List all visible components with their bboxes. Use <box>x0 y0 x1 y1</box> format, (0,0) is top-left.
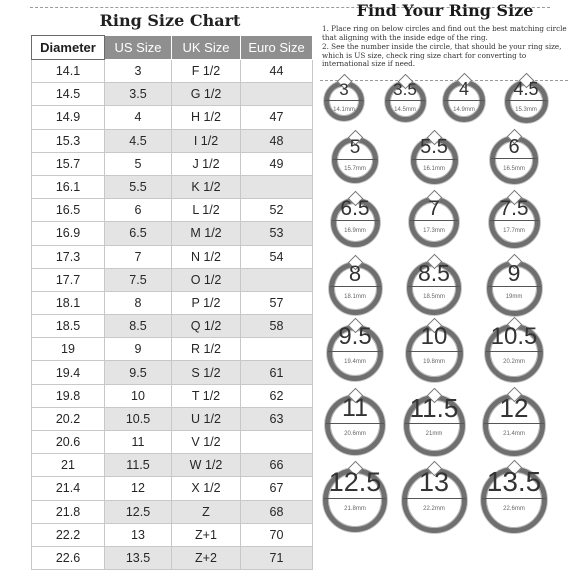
ring-size-label: 11 <box>342 394 368 423</box>
us-size-cell: 11.5 <box>105 454 172 477</box>
table-row <box>32 291 313 314</box>
ring-diameter-label: 21.8mm <box>344 506 366 513</box>
ring-size-circle <box>481 467 547 533</box>
uk-size-cell: U 1/2 <box>172 407 241 430</box>
ring-diameter-label: 21.4mm <box>503 431 525 438</box>
uk-size-cell: X 1/2 <box>172 477 241 500</box>
euro-size-cell: 70 <box>241 523 313 546</box>
diameter-line <box>444 100 484 101</box>
ring-size-circle <box>402 468 467 533</box>
find-your-ring-size-title: Find Your Ring Size <box>356 1 534 20</box>
ring-size-circle <box>404 395 465 456</box>
ring-diameter-label: 17.7mm <box>503 228 525 235</box>
diameter-line <box>405 423 464 424</box>
table-row <box>32 175 313 198</box>
diameter-line <box>488 286 541 287</box>
diameter-line <box>332 220 379 221</box>
us-size-cell: 5.5 <box>105 175 172 198</box>
table-row <box>32 60 313 83</box>
ring-size-circle <box>325 395 385 455</box>
ring-diameter-label: 19.4mm <box>344 359 366 366</box>
ring-size-table <box>31 35 313 570</box>
us-size-cell: 7.5 <box>105 268 172 291</box>
ring-size-label: 8.5 <box>418 259 450 286</box>
diameter-cell: 19.4 <box>32 361 105 384</box>
ring-size-circle <box>385 81 426 122</box>
euro-size-cell: 62 <box>241 384 313 407</box>
us-size-cell: 12.5 <box>105 500 172 523</box>
ring-size-circle <box>331 198 380 247</box>
diameter-line <box>328 351 382 352</box>
ring-size-label: 3 <box>339 80 349 100</box>
header-diameter: Diameter <box>32 36 105 60</box>
ring-size-label: 5 <box>349 137 361 159</box>
header-euro-size: Euro Size <box>241 36 313 60</box>
euro-size-cell: 44 <box>241 60 313 83</box>
ring-size-circle <box>487 261 542 316</box>
table-row <box>32 407 313 430</box>
ring-size-label: 5.5 <box>420 136 448 158</box>
us-size-cell: 9.5 <box>105 361 172 384</box>
diameter-cell: 15.7 <box>32 152 105 175</box>
table-header-row <box>32 36 313 60</box>
diameter-cell: 14.9 <box>32 106 105 129</box>
ring-size-label: 6.5 <box>340 196 370 220</box>
ring-size-circle <box>489 197 540 248</box>
euro-size-cell: 61 <box>241 361 313 384</box>
diameter-line <box>412 159 457 160</box>
diameter-line <box>506 100 547 101</box>
uk-size-cell: L 1/2 <box>172 199 241 222</box>
table-row <box>32 546 313 569</box>
us-size-cell: 10 <box>105 384 172 407</box>
diameter-cell: 16.9 <box>32 222 105 245</box>
ring-diameter-label: 19.8mm <box>423 359 445 366</box>
euro-size-cell <box>241 431 313 454</box>
euro-size-cell: 49 <box>241 152 313 175</box>
diameter-cell: 21 <box>32 454 105 477</box>
ring-size-chart-title: Ring Size Chart <box>99 11 241 30</box>
table-row <box>32 477 313 500</box>
us-size-cell: 9 <box>105 338 172 361</box>
us-size-cell: 3.5 <box>105 83 172 106</box>
table-row <box>32 315 313 338</box>
uk-size-cell: M 1/2 <box>172 222 241 245</box>
ring-size-label: 6 <box>508 136 520 158</box>
ring-size-label: 3.5 <box>393 80 417 100</box>
header-us-size: US Size <box>105 36 172 60</box>
uk-size-cell: F 1/2 <box>172 60 241 83</box>
diameter-cell: 14.5 <box>32 83 105 106</box>
diameter-line <box>325 100 363 101</box>
euro-size-cell: 68 <box>241 500 313 523</box>
ring-diameter-label: 20.2mm <box>503 359 525 366</box>
diameter-cell: 16.5 <box>32 199 105 222</box>
us-size-cell: 5 <box>105 152 172 175</box>
us-size-cell: 6.5 <box>105 222 172 245</box>
euro-size-cell <box>241 338 313 361</box>
uk-size-cell: Z+2 <box>172 546 241 569</box>
us-size-cell: 7 <box>105 245 172 268</box>
ring-diameter-label: 14.9mm <box>453 106 475 113</box>
uk-size-cell: P 1/2 <box>172 291 241 314</box>
diameter-line <box>403 498 466 499</box>
euro-size-cell <box>241 268 313 291</box>
euro-size-cell <box>241 83 313 106</box>
us-size-cell: 4 <box>105 106 172 129</box>
diameter-cell: 22.2 <box>32 523 105 546</box>
ring-size-circle <box>327 325 383 381</box>
table-row <box>32 361 313 384</box>
diameter-line <box>407 351 462 352</box>
diameter-line <box>484 423 544 424</box>
header-uk-size: UK Size <box>172 36 241 60</box>
euro-size-cell: 47 <box>241 106 313 129</box>
ring-size-label: 7 <box>428 196 440 220</box>
table-row <box>32 199 313 222</box>
diameter-line <box>324 498 386 499</box>
table-row <box>32 129 313 152</box>
us-size-cell: 6 <box>105 199 172 222</box>
ring-size-label: 9 <box>507 259 521 286</box>
us-size-cell: 12 <box>105 477 172 500</box>
ring-size-circle <box>324 81 364 121</box>
ring-size-label: 9.5 <box>338 323 372 351</box>
table-row <box>32 106 313 129</box>
diameter-line <box>486 351 542 352</box>
ring-size-label: 12 <box>499 393 529 424</box>
ring-size-label: 13.5 <box>486 465 542 497</box>
ring-diameter-label: 15.3mm <box>515 106 537 113</box>
uk-size-cell: Z+1 <box>172 523 241 546</box>
ring-size-label: 4 <box>458 79 469 100</box>
ring-size-label: 4.5 <box>513 79 539 100</box>
table-row <box>32 454 313 477</box>
table-row <box>32 500 313 523</box>
us-size-cell: 4.5 <box>105 129 172 152</box>
euro-size-cell: 48 <box>241 129 313 152</box>
uk-size-cell: S 1/2 <box>172 361 241 384</box>
diameter-cell: 17.7 <box>32 268 105 291</box>
instruction-step-1: 1. Place ring on below circles and find out the best matching circle that aligning with the inside edge of the ring. <box>322 24 567 42</box>
diameter-cell: 20.2 <box>32 407 105 430</box>
diameter-cell: 18.5 <box>32 315 105 338</box>
ring-size-label: 12.5 <box>328 466 382 497</box>
ring-size-circle <box>323 468 387 532</box>
uk-size-cell: T 1/2 <box>172 384 241 407</box>
table-row <box>32 431 313 454</box>
uk-size-cell: W 1/2 <box>172 454 241 477</box>
uk-size-cell: V 1/2 <box>172 431 241 454</box>
table-row <box>32 523 313 546</box>
euro-size-cell <box>241 175 313 198</box>
uk-size-cell: Z <box>172 500 241 523</box>
table-row <box>32 338 313 361</box>
uk-size-cell: G 1/2 <box>172 83 241 106</box>
ring-size-circle <box>505 80 548 123</box>
ring-size-circle <box>332 137 378 183</box>
ring-diameter-label: 16.1mm <box>423 165 445 172</box>
ring-diameter-label: 15.7mm <box>344 165 366 172</box>
uk-size-cell: I 1/2 <box>172 129 241 152</box>
us-size-cell: 13.5 <box>105 546 172 569</box>
ring-diameter-label: 16.5mm <box>503 165 525 172</box>
ring-diameter-label: 17.3mm <box>423 228 445 234</box>
diameter-line <box>326 423 384 424</box>
uk-size-cell: Q 1/2 <box>172 315 241 338</box>
instruction-step-2: 2. See the number inside the circle, that should be your ring size, which is US size, check ring size chart for converting to international size if need. <box>322 42 562 69</box>
us-size-cell: 8 <box>105 291 172 314</box>
diameter-line <box>490 220 539 221</box>
diameter-cell: 20.6 <box>32 431 105 454</box>
us-size-cell: 11 <box>105 431 172 454</box>
euro-size-cell: 67 <box>241 477 313 500</box>
diameter-line <box>386 100 425 101</box>
euro-size-cell: 58 <box>241 315 313 338</box>
table-row <box>32 245 313 268</box>
diameter-line <box>408 286 460 287</box>
diameter-cell: 21.8 <box>32 500 105 523</box>
ring-size-circle <box>485 324 543 382</box>
ring-size-label: 8 <box>348 260 362 286</box>
ring-diameter-label: 14.5mm <box>394 106 416 113</box>
us-size-cell: 8.5 <box>105 315 172 338</box>
ring-size-label: 10.5 <box>490 323 538 351</box>
diameter-cell: 21.4 <box>32 477 105 500</box>
table-row <box>32 222 313 245</box>
diameter-cell: 17.3 <box>32 245 105 268</box>
uk-size-cell: H 1/2 <box>172 106 241 129</box>
ring-size-label: 7.5 <box>499 196 529 220</box>
instructions-list <box>322 25 572 70</box>
euro-size-cell: 63 <box>241 407 313 430</box>
diameter-cell: 19.8 <box>32 384 105 407</box>
uk-size-cell: J 1/2 <box>172 152 241 175</box>
euro-size-cell: 71 <box>241 546 313 569</box>
diameter-cell: 14.1 <box>32 60 105 83</box>
uk-size-cell: R 1/2 <box>172 338 241 361</box>
ring-size-circle <box>407 261 461 315</box>
euro-size-cell: 57 <box>241 291 313 314</box>
ring-diameter-label: 16.9mm <box>344 227 366 234</box>
diameter-line <box>410 220 458 221</box>
uk-size-cell: K 1/2 <box>172 175 241 198</box>
table-row <box>32 268 313 291</box>
ring-size-circle <box>411 137 458 184</box>
ring-size-circle <box>409 197 459 247</box>
table-row <box>32 83 313 106</box>
uk-size-cell: O 1/2 <box>172 268 241 291</box>
ring-diameter-label: 21mm <box>425 431 443 438</box>
euro-size-cell: 66 <box>241 454 313 477</box>
ring-size-circle <box>329 262 382 315</box>
ring-size-label: 11.5 <box>409 393 459 424</box>
euro-size-cell: 52 <box>241 199 313 222</box>
table-row <box>32 384 313 407</box>
ring-size-circle <box>406 325 463 382</box>
ring-diameter-label: 19mm <box>505 294 523 301</box>
table-row <box>32 152 313 175</box>
diameter-line <box>491 158 537 159</box>
ring-size-label: 13 <box>418 466 450 497</box>
us-size-cell: 3 <box>105 60 172 83</box>
euro-size-cell: 54 <box>241 245 313 268</box>
diameter-line <box>333 159 377 160</box>
ring-size-circle <box>483 394 545 456</box>
ring-diameter-label: 20.6mm <box>344 431 366 438</box>
ring-diameter-label: 14.1mm <box>333 106 355 113</box>
us-size-cell: 13 <box>105 523 172 546</box>
ring-size-circle <box>490 136 538 184</box>
diameter-cell: 15.3 <box>32 129 105 152</box>
diameter-line <box>482 498 546 499</box>
diameter-cell: 22.6 <box>32 546 105 569</box>
uk-size-cell: N 1/2 <box>172 245 241 268</box>
ring-size-label: 10 <box>420 323 448 351</box>
ring-size-circle <box>443 80 485 122</box>
ring-diameter-label: 18.5mm <box>423 294 445 301</box>
ring-diameter-label: 18.1mm <box>344 294 366 301</box>
ring-diameter-label: 22.2mm <box>423 506 445 513</box>
euro-size-cell: 53 <box>241 222 313 245</box>
ring-diameter-label: 22.6mm <box>503 506 525 513</box>
diameter-cell: 16.1 <box>32 175 105 198</box>
diameter-cell: 18.1 <box>32 291 105 314</box>
diameter-cell: 19 <box>32 338 105 361</box>
us-size-cell: 10.5 <box>105 407 172 430</box>
diameter-line <box>330 286 381 287</box>
